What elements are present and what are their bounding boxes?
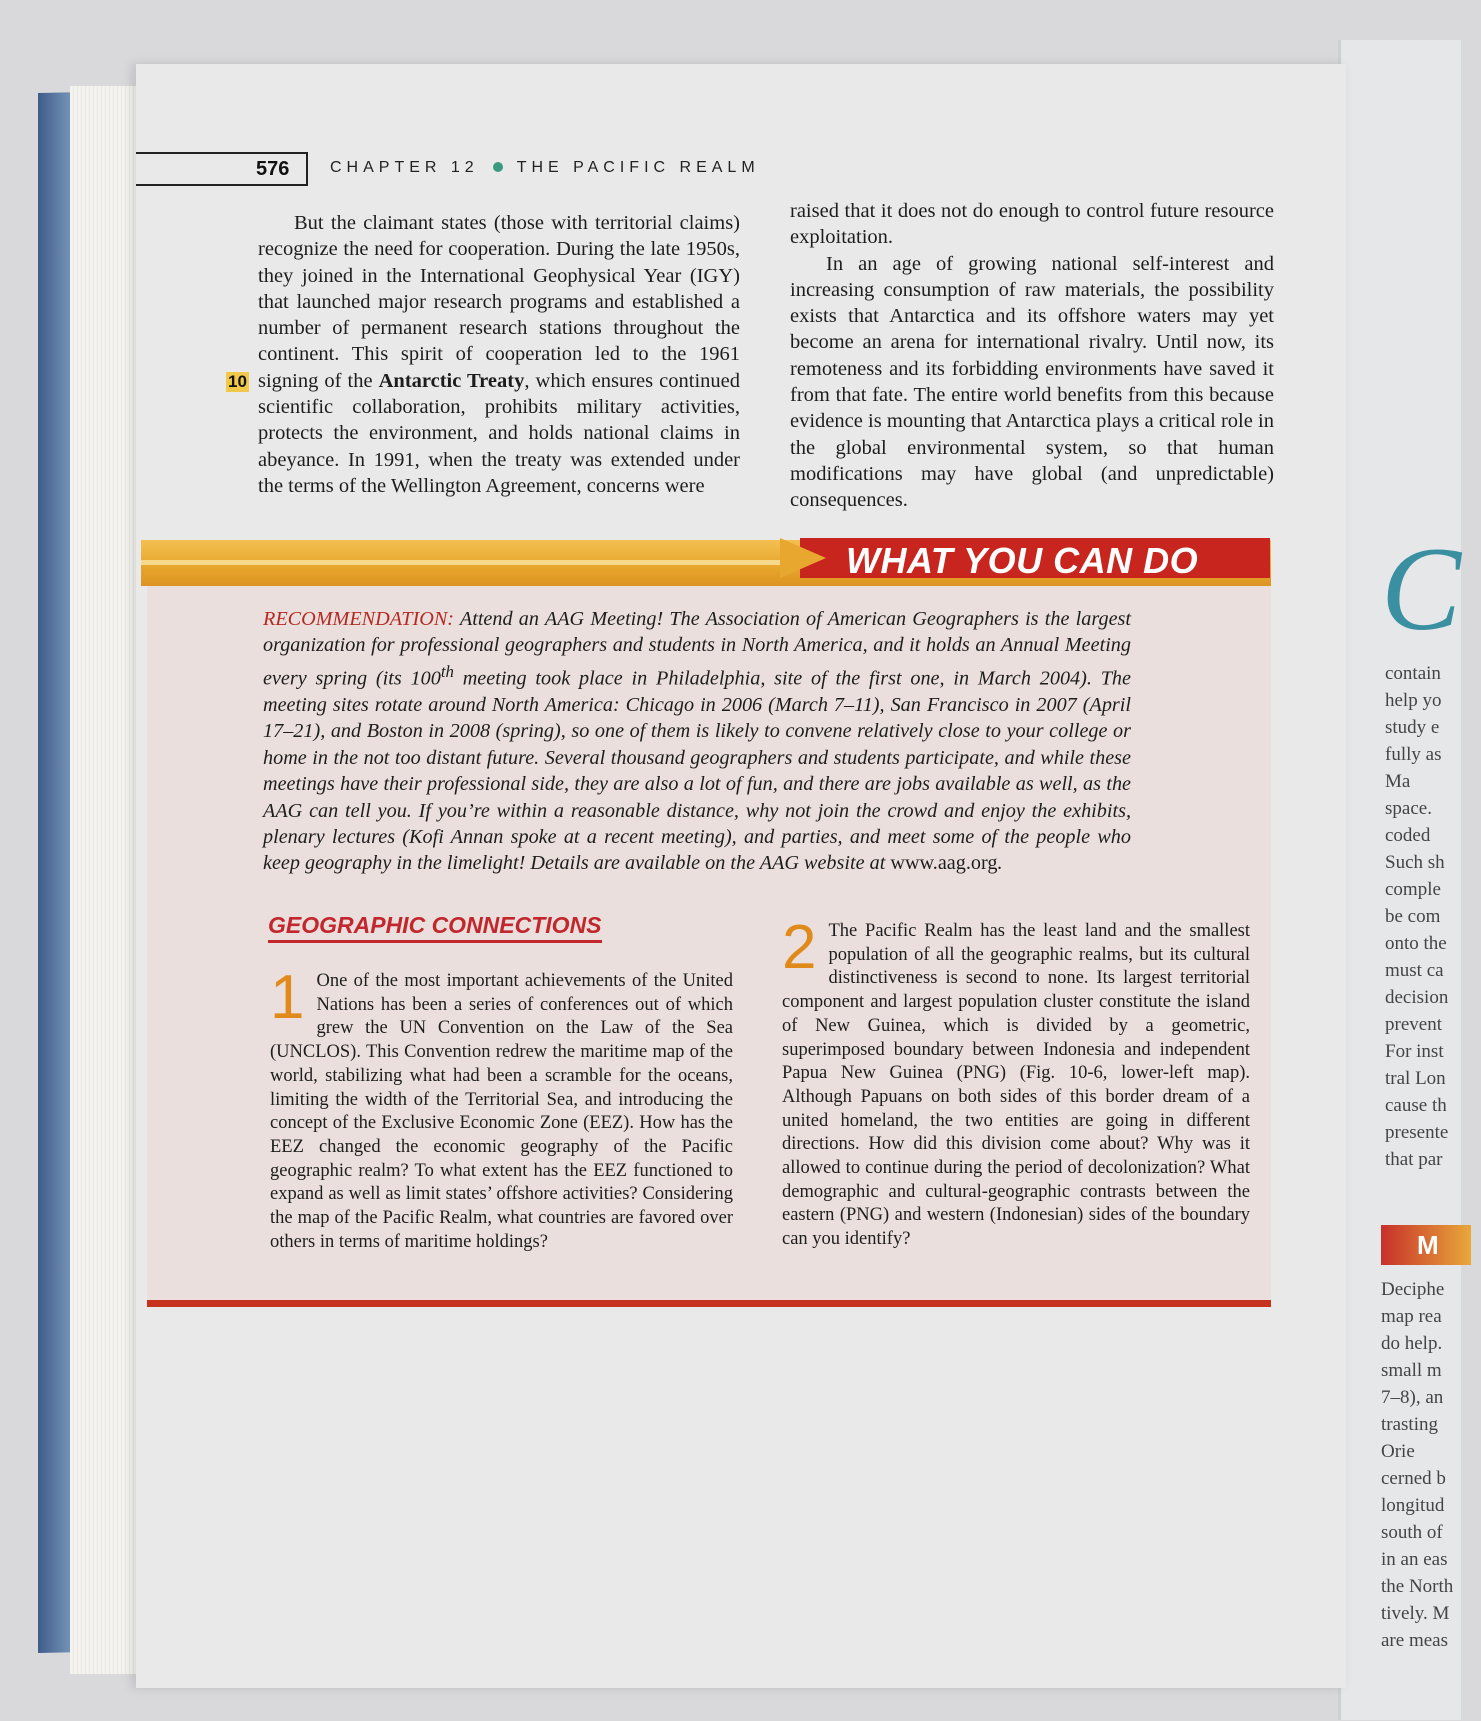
facing-page-line: coded bbox=[1385, 825, 1431, 846]
question-text: One of the most important achievements of the United Nations has been a series of conferences out of which grew the UN Convention on the Law of the Sea (UNCLOS). This Convention redrew the maritime map of the world, stabilizing what had been a scramble for the oceans, limiting the width of the Territorial Sea, and introducing the concept of the Exclusive Economic Zone (EEZ). How has the EEZ changed the economic geography of the Pacific geographic realm? To what extent has the EEZ functioned to expand as well as limit states’ offshore activities? Considering the map of the Pacific Realm, what countries are favored over others in terms of maritime holdings? bbox=[270, 971, 733, 1252]
recommendation-lead: RECOMMENDATION: bbox=[263, 608, 455, 630]
facing-page-line: small m bbox=[1381, 1360, 1442, 1381]
facing-page-line: tively. M bbox=[1381, 1603, 1450, 1624]
facing-page-line: onto the bbox=[1385, 933, 1447, 954]
facing-page-line: must ca bbox=[1385, 960, 1444, 981]
banner-stripe bbox=[141, 560, 781, 565]
margin-reference-number: 10 bbox=[228, 372, 247, 391]
geographic-connections-title: GEOGRAPHIC CONNECTIONS bbox=[268, 912, 602, 943]
facing-page-line: do help. bbox=[1381, 1333, 1443, 1354]
facing-page-line: comple bbox=[1385, 879, 1441, 900]
facing-page-banner: M bbox=[1381, 1225, 1471, 1265]
facing-page-line: Such sh bbox=[1385, 852, 1445, 873]
facing-page-line: Deciphe bbox=[1381, 1279, 1445, 1300]
question-number: 1 bbox=[270, 963, 305, 1032]
facing-page-line: cerned b bbox=[1381, 1468, 1446, 1489]
facing-page bbox=[1338, 40, 1461, 1720]
facing-page-line: tral Lon bbox=[1385, 1068, 1446, 1089]
facing-page-line: decision bbox=[1385, 987, 1449, 1008]
question-number: 2 bbox=[782, 913, 817, 982]
facing-page-line: For inst bbox=[1385, 1041, 1444, 1062]
aag-website-link[interactable]: www.aag.org bbox=[890, 852, 998, 875]
facing-page-line: longitud bbox=[1381, 1495, 1445, 1516]
facing-page-line: that par bbox=[1385, 1149, 1443, 1170]
question-text: The Pacific Realm has the least land and the smallest population of all the geographic realms, but its cultural distinctiveness is second to none. Its largest territorial component and largest population cluster constitute the island of New Guinea, which is divided by a geometric, superimposed boundary between Indonesia and independent Papua New Guinea (PNG) (Fig. 10-6, lower-left map). Although Papuans on both sides of this border dream of a united homeland, the two entities are going in different directions. How did this division come about? Why was it allowed to continue during the period of decolonization? What demographic and cultural-geographic contrasts between the eastern (PNG) and western (Indonesian) sides of the boundary can you identify? bbox=[782, 921, 1250, 1250]
facing-page-line: be com bbox=[1385, 906, 1441, 927]
facing-page-line: prevent bbox=[1385, 1014, 1442, 1035]
paragraph-continuation: raised that it does not do enough to control future resource exploitation. bbox=[790, 200, 1274, 249]
facing-page-line: trasting bbox=[1381, 1414, 1438, 1435]
body-right-column bbox=[790, 198, 1274, 514]
chapter-label: CHAPTER 12 bbox=[330, 159, 479, 176]
facing-page-text-a bbox=[1385, 660, 1475, 1173]
facing-page-text-b bbox=[1381, 1276, 1481, 1654]
facing-page-line: map rea bbox=[1381, 1306, 1442, 1327]
facing-page-line: in an eas bbox=[1381, 1549, 1448, 1570]
facing-page-line: cause th bbox=[1385, 1095, 1447, 1116]
recommendation-paragraph: RECOMMENDATION: Attend an AAG Meeting! The Association of American Geographers is the largest organization for professional geographers and students in North America, and it holds an Annual Meeting every spring (its 100th meeting took place in Philadelphia, site of the first one, in March 2004). The meeting sites rotate around North America: Chicago in 2006 (March 7–11), San Francisco in 2007 (April 17–21), and Boston in 2008 (spring), so one of them is likely to convene relatively close to your college or home in the not too distant future. Several thousand geographers and students participate, and while these meetings have their professional side, they are also a lot of fun, and there are jobs available as well, as the AAG can tell you. If you’re within a reasonable distance, why not join the crowd and enjoy the exhibits, plenary lectures (Kofi Annan spoke at a recent meeting), and parties, and meet some of the people who keep geography in the limelight! Details are available on the AAG website at www.aag.org. bbox=[263, 608, 1131, 875]
facing-page-line: space. bbox=[1385, 798, 1432, 819]
facing-page-line: presente bbox=[1385, 1122, 1449, 1143]
term-antarctic-treaty: Antarctic Treaty bbox=[378, 369, 525, 392]
facing-page-line: the North bbox=[1381, 1576, 1454, 1597]
banner-arrow-icon bbox=[780, 538, 826, 578]
facing-page-line: Orie bbox=[1381, 1441, 1415, 1462]
facing-page-line: contain bbox=[1385, 663, 1441, 684]
feature-box-rule bbox=[147, 1300, 1271, 1307]
facing-page-line: help yo bbox=[1385, 690, 1442, 711]
paragraph-antarctic-treaty: But the claimant states (those with territorial claims) recognize the need for cooperation. During the late 1950s, they joined in the International Geophysical Year (IGY) that launched major research programs and established a number of permanent research stations throughout the continent. This spirit of cooperation led to the 1961 signing of the Antarctic Treaty, which ensures continued scientific collaboration, prohibits military activities, protects the environment, and holds national claims in abeyance. In 1991, when the treaty was extended under the terms of the Wellington Agreement, concerns were bbox=[258, 212, 741, 497]
facing-page-line: Ma bbox=[1385, 771, 1411, 792]
facing-page-line: fully as bbox=[1385, 744, 1442, 765]
facing-page-initial: C bbox=[1381, 522, 1462, 655]
page-number: 576 bbox=[256, 158, 290, 180]
facing-page-line: are meas bbox=[1381, 1630, 1448, 1651]
banner-label: WHAT YOU CAN DO bbox=[846, 540, 1199, 581]
bullet-dot-icon bbox=[493, 162, 503, 172]
facing-page-line: south of bbox=[1381, 1522, 1443, 1543]
question-1 bbox=[270, 963, 733, 1254]
body-left-column bbox=[258, 210, 740, 499]
chapter-title: THE PACIFIC REALM bbox=[516, 159, 760, 176]
question-2 bbox=[782, 913, 1250, 1252]
facing-page-line: 7–8), an bbox=[1381, 1387, 1444, 1408]
facing-page-line: study e bbox=[1385, 717, 1440, 738]
paragraph-self-interest: In an age of growing national self-interest and increasing consumption of raw materials, the possibility exists that Antarctica and its offshore waters may yet become an arena for international rivalry. Until now, its remoteness and its forbidding environments have saved it from that fate. The entire world benefits from this because evidence is mounting that Antarctica plays a critical role in the global environmental system, so that human modifications may have global (and unpredictable) consequences. bbox=[790, 252, 1274, 512]
running-head bbox=[330, 159, 760, 177]
